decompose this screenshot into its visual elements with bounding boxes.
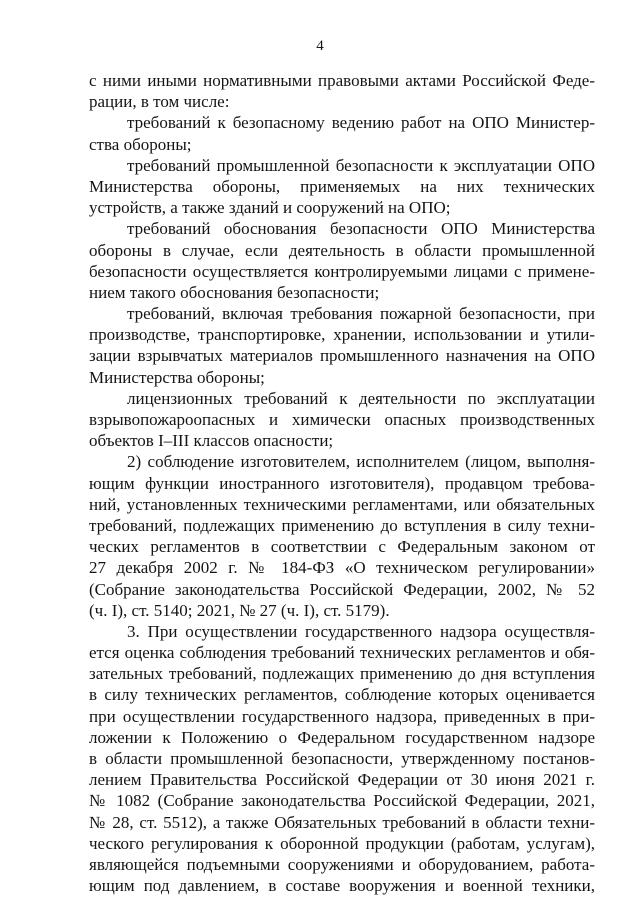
text-line: Министерства обороны; (89, 367, 265, 387)
text-line: требований к безопасному ведению работ на ОПО Министер- (127, 113, 595, 133)
text-line: № 28, ст. 5512), а также Обязательных требований в области техни- (89, 812, 595, 832)
text-line: нием такого обоснования безопасности; (89, 282, 380, 302)
text-line: ется оценка соблюдения требований технических регламентов и обя- (89, 643, 595, 663)
text-line: требований промышленной безопасности к эксплуатации ОПО (127, 155, 595, 175)
text-line: с ними иными нормативными правовыми актами Российской Феде- (89, 71, 595, 90)
text-line: безопасности осуществляется контролируемыми лицами с примене- (89, 261, 595, 281)
text-line: ющим функции иностранного изготовителя), продавцом требова- (89, 473, 595, 493)
text-line: (ч. I), ст. 5140; 2021, № 27 (ч. I), ст. 5179). (89, 600, 390, 620)
text-line: в силу технических регламентов, соблюдение которых оценивается (89, 685, 595, 705)
text-line: требований, включая требования пожарной безопасности, при (127, 304, 595, 324)
text-line: ющим под давлением, в составе вооружения и военной техники, (89, 876, 595, 896)
text-line: ства обороны; (89, 134, 192, 154)
text-line: зации взрывчатых материалов промышленного назначения на ОПО (89, 346, 595, 366)
text-line: Министерства обороны, применяемых на них технических (89, 176, 595, 196)
text-line: лицензионных требований к деятельности по эксплуатации (127, 388, 595, 408)
text-line: ческого регулирования к оборонной продукции (работам, услугам), (89, 833, 595, 853)
text-line: взрывопожароопасных и химически опасных производственных (89, 410, 595, 429)
text-line: ний, установленных техническими регламентами, или обязательных (89, 494, 595, 514)
text-line: требований, подлежащих применению до вступления в силу техни- (89, 515, 595, 535)
text-line: № 1082 (Собрание законодательства Российской Федерации, 2021, (89, 791, 595, 811)
text-line: являющейся подъемными сооружениями и оборудованием, работа- (89, 854, 595, 874)
text-line: лением Правительства Российской Федерации от 30 июня 2021 г. (89, 770, 595, 790)
text-line: устройств, а также зданий и сооружений на ОПО; (89, 198, 451, 218)
text-line: 2) соблюдение изготовителем, исполнителем (лицом, выполня- (127, 452, 595, 472)
text-line: обороны в случае, если деятельность в области промышленной (89, 240, 595, 260)
text-line: 3. При осуществлении государственного надзора осуществля- (127, 621, 595, 641)
text-line: в области промышленной безопасности, утвержденному постанов- (89, 749, 595, 768)
text-line: (Собрание законодательства Российской Федерации, 2002, № 52 (89, 579, 595, 599)
text-line: 27 декабря 2002 г. № 184-ФЗ «О техническом регулировании» (89, 558, 595, 578)
text-line: объектов I–III классов опасности; (89, 431, 334, 451)
text-line: ческих регламентов в соответствии с Федеральным законом от (89, 537, 595, 557)
text-line: рации, в том числе: (89, 92, 230, 112)
text-line: требований обоснования безопасности ОПО Министерства (127, 219, 595, 239)
document-body (89, 70, 595, 896)
page-number: 4 (316, 38, 324, 54)
text-line: производстве, транспортировке, хранении, использовании и утили- (89, 325, 595, 345)
text-line: при осуществлении государственного надзора, приведенных в при- (89, 706, 595, 726)
text-line: зательных требований, подлежащих применению до дня вступления (89, 664, 595, 684)
text-line: ложении к Положению о Федеральном государственном надзоре (89, 727, 595, 747)
